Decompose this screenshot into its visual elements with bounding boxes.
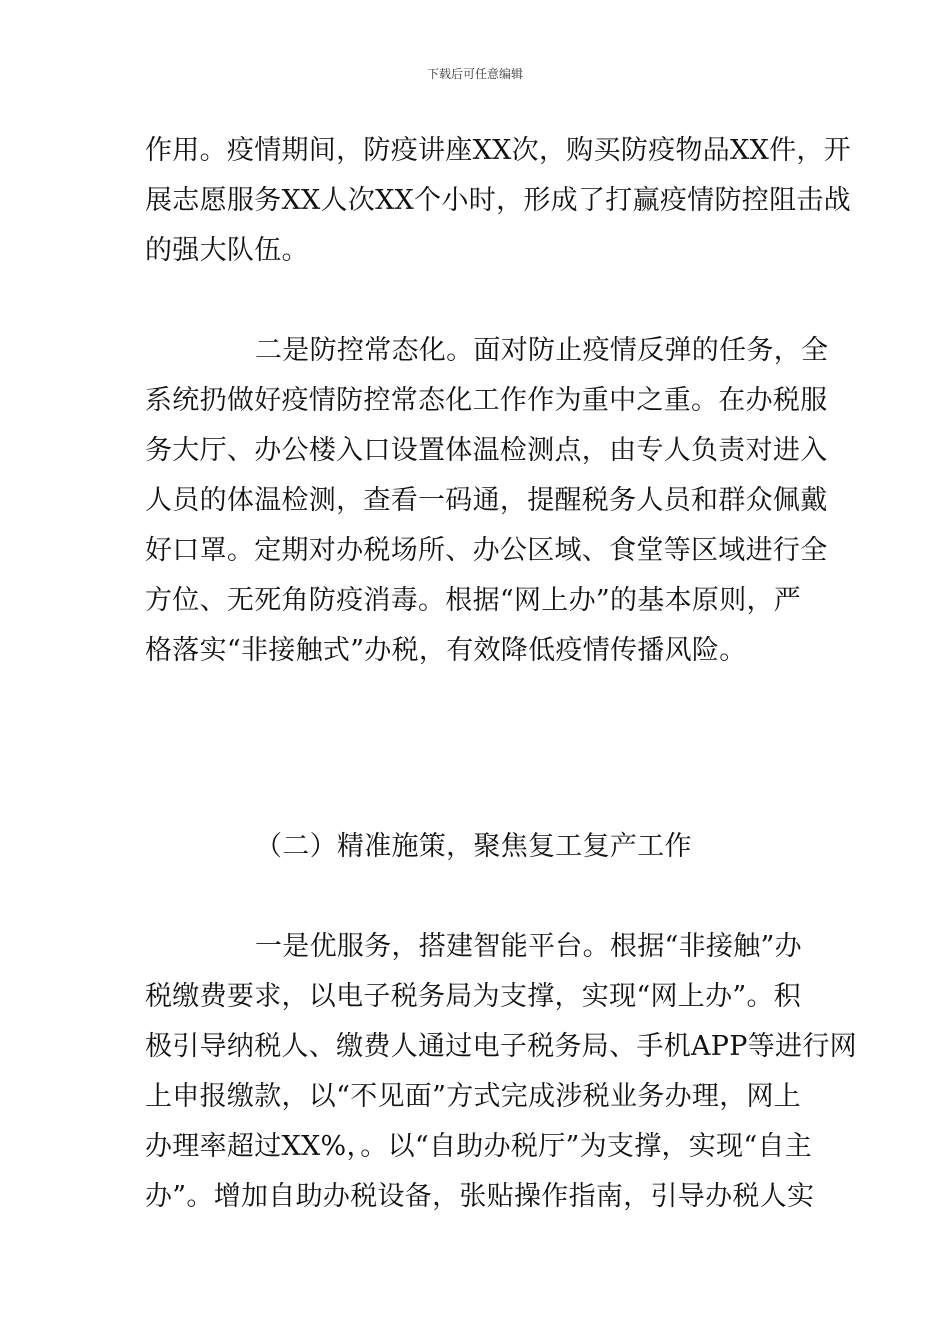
body-line: 作用。疫情期间，防疫讲座XX次，购买防疫物品XX件，开 xyxy=(145,135,851,166)
body-line: 务大厅、办公楼入口设置体温检测点，由专人负责对进入 xyxy=(145,435,828,466)
body-line: 好口罩。定期对办税场所、办公区域、食堂等区域进行全 xyxy=(145,535,828,566)
page-header: 下载后可任意编辑 xyxy=(426,67,523,81)
paragraph-first-line: 一是优服务，搭建智能平台。根据“非接触”办 xyxy=(255,931,802,962)
body-line: 办理率超过XX%，。以“自助办税厅”为支撑，实现“自主 xyxy=(145,1131,813,1162)
body-line: 的强大队伍。 xyxy=(145,235,309,266)
body-line: 人员的体温检测，查看一码通，提醒税务人员和群众佩戴 xyxy=(145,485,828,516)
section-heading: （二）精准施策，聚焦复工复产工作 xyxy=(255,831,692,862)
paragraph-first-line: 二是防控常态化。面对防止疫情反弹的任务，全 xyxy=(255,335,829,366)
body-line: 极引导纳税人、缴费人通过电子税务局、手机APP等进行网 xyxy=(145,1031,857,1062)
body-line: 办”。增加自助办税设备，张贴操作指南，引导办税人实 xyxy=(145,1181,815,1212)
body-line: 格落实“非接触式”办税，有效降低疫情传播风险。 xyxy=(145,635,747,666)
body-line: 税缴费要求，以电子税务局为支撑，实现“网上办”。积 xyxy=(145,981,802,1012)
body-line: 上申报缴款，以“不见面”方式完成涉税业务办理，网上 xyxy=(145,1081,802,1112)
body-line: 方位、无死角防疫消毒。根据“网上办”的基本原则，严 xyxy=(145,585,802,616)
body-line: 展志愿服务XX人次XX个小时，形成了打赢疫情防控阻击战 xyxy=(145,185,851,216)
body-line: 系统扔做好疫情防控常态化工作作为重中之重。在办税服 xyxy=(145,385,828,416)
